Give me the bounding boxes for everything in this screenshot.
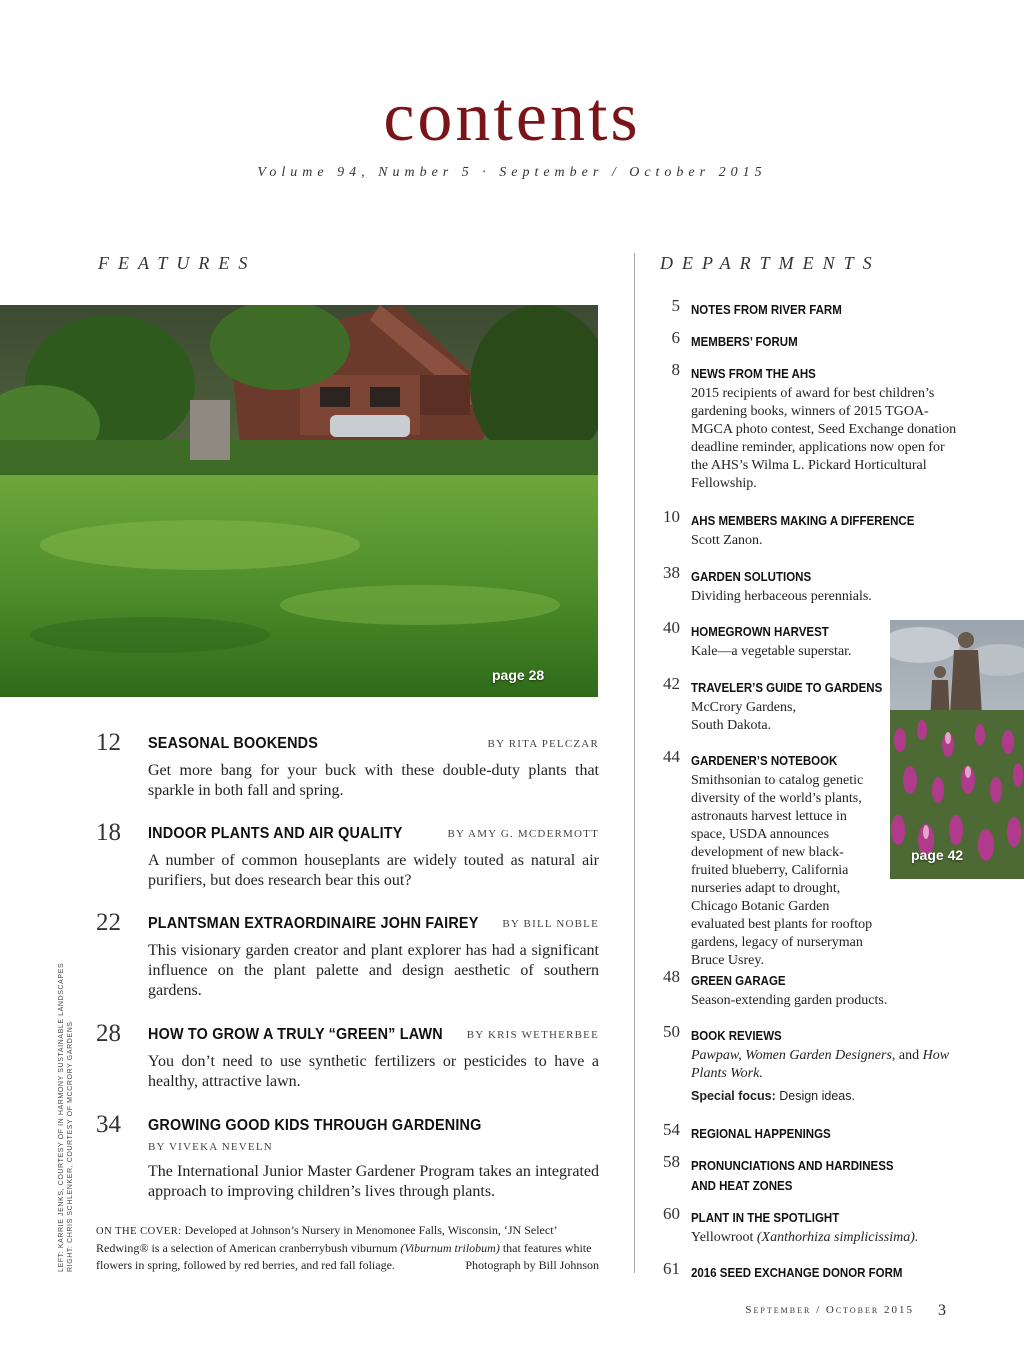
department-title[interactable]: NEWS FROM THE AHS xyxy=(691,367,816,381)
department-title-line: PRONUNCIATIONS AND HARDINESS xyxy=(691,1159,894,1173)
department-page-number: 54 xyxy=(663,1120,680,1139)
department-title[interactable]: GREEN GARAGE xyxy=(691,974,786,988)
department-page-number: 60 xyxy=(663,1204,680,1223)
department-description: 2015 recipients of award for best children’s gardening books, winners of 2015 TGOA-MGCA photo contest, Seed Exchange donation deadline reminder, applications now open for the AHS’s Wilma L. Pickard Horticultural Fellowship. xyxy=(691,386,957,491)
special-focus-label: Special focus: xyxy=(691,1089,776,1103)
feature-description: Get more bang for your buck with these double-duty plants that sparkle in both fall and spring. xyxy=(148,762,599,799)
cover-label: ON THE COVER: xyxy=(96,1226,182,1237)
features-heading: FEATURES xyxy=(98,253,257,273)
department-title[interactable]: GARDEN SOLUTIONS xyxy=(691,570,812,584)
column-divider xyxy=(634,253,635,1273)
department-title[interactable]: AHS MEMBERS MAKING A DIFFERENCE xyxy=(691,514,915,528)
feature-page-number: 18 xyxy=(96,819,121,846)
department-title[interactable]: TRAVELER’S GUIDE TO GARDENS xyxy=(691,681,883,695)
department-page-number: 61 xyxy=(663,1259,680,1278)
special-focus xyxy=(691,1087,951,1105)
feature-byline: BY VIVEKA NEVELN xyxy=(148,1141,273,1153)
department-title[interactable]: HOMEGROWN HARVEST xyxy=(691,625,829,639)
photo-credit-left: LEFT: KARRIE JENKS, COURTESY OF IN HARMONY SUSTAINABLE LANDSCAPES xyxy=(58,962,65,1272)
department-description: McCrory Gardens, South Dakota. xyxy=(691,700,796,733)
plant-botanical-name: (Xanthorhiza simplicissima). xyxy=(756,1230,919,1245)
department-page-number: 44 xyxy=(663,747,680,766)
department-page-number: 40 xyxy=(663,618,680,637)
plant-common-name: Yellowroot xyxy=(691,1230,757,1245)
feature-page-number: 22 xyxy=(96,909,121,936)
department-description: Season-extending garden products. xyxy=(691,993,888,1008)
feature-title[interactable]: PLANTSMAN EXTRAORDINAIRE JOHN FAIREY xyxy=(148,915,479,932)
department-page-number: 8 xyxy=(671,360,680,379)
book-titles: Pawpaw, Women Garden Designers, xyxy=(691,1048,896,1063)
photo-credit-right: RIGHT: CHRIS SCHLENKER, COURTESY OF MCCRORY GARDENS xyxy=(67,1021,74,1272)
department-page-number: 5 xyxy=(671,296,680,315)
department-page-number: 58 xyxy=(663,1152,680,1171)
lawn-page-tag: page 28 xyxy=(492,667,545,683)
book-title-last: How Plants Work. xyxy=(691,1048,950,1081)
feature-byline: BY RITA PELCZAR xyxy=(487,738,599,750)
department-page-number: 38 xyxy=(663,563,680,582)
department-description xyxy=(691,1047,951,1105)
feature-byline: BY KRIS WETHERBEE xyxy=(466,1029,599,1041)
lawn-photo-illustration xyxy=(0,305,598,697)
issue-info: Volume 94, Number 5 · September / October 2015 xyxy=(257,165,767,180)
department-description: Smithsonian to catalog genetic diversity of the world’s plants, astronauts harvest lettuce in space, USDA announces development of new black-fruited blueberry, California nurseries adapt to drought, Chicago Botanic Garden evaluated best plants for rooftop gardens, legacy of nurseryman Bruce Usrey. xyxy=(691,773,873,968)
department-description xyxy=(691,1229,961,1247)
department-description: Kale—a vegetable superstar. xyxy=(691,644,852,659)
department-title[interactable]: BOOK REVIEWS xyxy=(691,1029,782,1043)
footer-issue: September / October 2015 xyxy=(745,1304,914,1316)
page-title: contents xyxy=(383,79,641,156)
feature-byline: BY BILL NOBLE xyxy=(502,918,599,930)
feature-description: You don’t need to use synthetic fertilizers or pesticides to have a healthy, attractive lawn. xyxy=(148,1053,599,1090)
feature-title[interactable]: INDOOR PLANTS AND AIR QUALITY xyxy=(148,825,403,842)
cover-photo-credit: Photograph by Bill Johnson xyxy=(465,1258,599,1272)
department-title[interactable]: GARDENER’S NOTEBOOK xyxy=(691,754,838,768)
department-page-number: 6 xyxy=(671,328,680,347)
department-page-number: 42 xyxy=(663,674,680,693)
feature-title[interactable]: SEASONAL BOOKENDS xyxy=(148,735,319,752)
department-page-number: 48 xyxy=(663,967,680,986)
department-page-number: 10 xyxy=(663,507,680,526)
department-title[interactable]: 2016 SEED EXCHANGE DONOR FORM xyxy=(691,1266,903,1280)
feature-description: The International Junior Master Gardener Program takes an integrated approach to improving children’s lives through plants. xyxy=(148,1163,599,1200)
prairie-photo-illustration xyxy=(890,620,1024,879)
cover-caption xyxy=(96,1222,599,1274)
cover-text: Developed at Johnson’s Nursery in Menomonee Falls, Wisconsin, ‘JN Select’ Redwing® is a selection of American cranberrybush viburnum xyxy=(96,1223,557,1255)
prairie-photo xyxy=(890,620,1024,879)
feature-byline: BY AMY G. MCDERMOTT xyxy=(447,828,599,840)
feature-page-number: 28 xyxy=(96,1020,121,1047)
department-page-number: 50 xyxy=(663,1022,680,1041)
feature-page-number: 12 xyxy=(96,729,121,756)
department-title[interactable]: PLANT IN THE SPOTLIGHT xyxy=(691,1211,840,1225)
departments-heading: DEPARTMENTS xyxy=(660,253,881,273)
department-title[interactable] xyxy=(691,1156,894,1196)
book-titles-and: and xyxy=(895,1048,923,1063)
feature-title[interactable]: HOW TO GROW A TRULY “GREEN” LAWN xyxy=(148,1026,443,1043)
department-description: Scott Zanon. xyxy=(691,533,763,548)
cover-text-end: that features white flowers in spring, followed by red berries, and red fall foliage. xyxy=(96,1241,592,1272)
prairie-page-tag: page 42 xyxy=(911,847,964,863)
feature-description: A number of common houseplants are widely touted as natural air purifiers, but does research bear this out? xyxy=(148,852,599,889)
department-title[interactable]: MEMBERS’ FORUM xyxy=(691,335,798,349)
department-title[interactable]: REGIONAL HAPPENINGS xyxy=(691,1127,831,1141)
feature-title[interactable]: GROWING GOOD KIDS THROUGH GARDENING xyxy=(148,1117,482,1134)
feature-page-number: 34 xyxy=(96,1111,121,1138)
special-focus-text: Design ideas. xyxy=(775,1089,855,1103)
page-number: 3 xyxy=(938,1302,946,1319)
department-title-line: AND HEAT ZONES xyxy=(691,1179,793,1193)
feature-description: This visionary garden creator and plant explorer has had a significant influence on the plant palette and design aesthetic of southern gardens. xyxy=(148,942,599,999)
cover-botanical-name: (Viburnum trilobum) xyxy=(400,1241,500,1255)
photo-credit-vertical xyxy=(57,952,75,1272)
department-description: Dividing herbaceous perennials. xyxy=(691,589,872,604)
lawn-photo xyxy=(0,305,598,697)
department-title[interactable]: NOTES FROM RIVER FARM xyxy=(691,303,842,317)
